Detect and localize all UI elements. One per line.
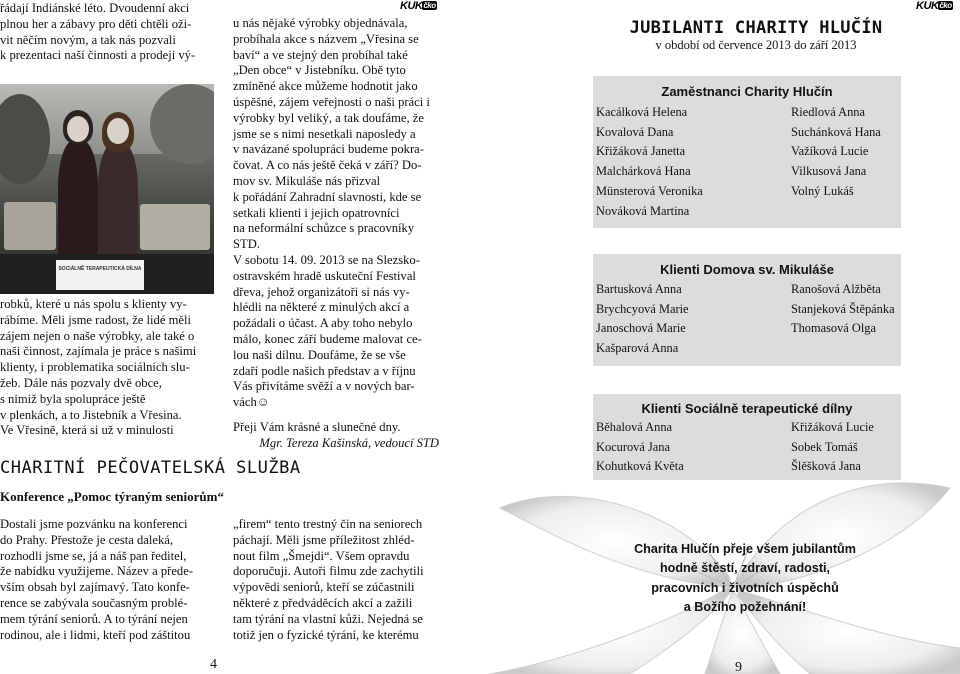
jubilant-name: Běhalová Anna — [596, 420, 673, 434]
jubilant-name: Kohutková Květa — [596, 459, 684, 474]
closing-line: a Božího požehnání! — [683, 600, 807, 615]
jubilant-name: Křižáková Janetta — [596, 144, 686, 159]
text-line: řádají Indiánské léto. Dvoudenní akci — [0, 1, 190, 15]
photo-head — [67, 116, 89, 142]
text-line: probíhala akce s názvem „Vřesina se — [233, 31, 419, 46]
text-line: robků, které u nás spolu s klienty vy- — [0, 297, 187, 311]
text-line: totiž jen o fyzické týrání, ke kterému — [233, 627, 419, 642]
text-line: lou naši dílnu. Doufáme, že se vše — [233, 347, 406, 362]
name-grid — [593, 280, 901, 359]
jubilant-name: Volný Lukáš — [791, 183, 854, 198]
text-line: Přeji Vám krásné a slunečné dny. — [233, 419, 401, 434]
text-line: klienty, i problematika sociálních slu- — [0, 360, 190, 375]
text-line: úspěšné, zájem veřejnosti o naši práci i — [233, 94, 430, 109]
text-line: požádali o účast. A aby toho nebylo — [233, 316, 413, 331]
kukacko-logo: KUKčko — [400, 0, 436, 12]
kukacko-logo: KUKčko — [916, 0, 952, 12]
text-line: setkali klienti i jejich opatrovníci — [233, 205, 400, 220]
group-employees — [593, 76, 901, 228]
text-line: k prezentaci naší činnosti a prodeji vý- — [0, 48, 196, 63]
group-heading: Klienti Domova sv. Mikuláše — [660, 262, 834, 277]
text-line: nout film „Šmejdi“. Všem opravdu — [233, 548, 410, 563]
text-line: s nimiž byla spolupráce ještě — [0, 391, 146, 406]
photo-person — [58, 140, 98, 258]
jubilant-name: Janoschová Marie — [596, 321, 686, 336]
author-signature: Mgr. Tereza Kašinská, vedoucí STD — [259, 435, 439, 450]
page-subtitle: v období od července 2013 do září 2013 — [655, 38, 857, 52]
text-line: jsme se s nimi nesetkali naposledy a — [233, 126, 416, 141]
text-line: naši činnost, zajímala je práce s našimi — [0, 344, 197, 359]
text-line: STD. — [233, 237, 260, 252]
photo-person — [98, 142, 138, 258]
conference-column-2 — [233, 517, 439, 643]
jubilant-name: Važíková Lucie — [791, 144, 869, 159]
group-heading: Klienti Sociálně terapeutické dílny — [641, 401, 853, 416]
text-line: mov sv. Mikuláše nás přizval — [233, 173, 381, 188]
event-photo — [0, 84, 214, 294]
jubilant-name — [791, 202, 904, 222]
jubilant-name: Riedlová Anna — [791, 105, 865, 119]
text-line: „firem“ tento trestný čin na seniorech — [233, 517, 423, 531]
text-line: doporučuji. Autoři filmu zde zachytili — [233, 564, 424, 579]
jubilant-name: Kocurová Jana — [596, 439, 670, 454]
text-line: rozhodli jsme se, já a náš pan ředitel, — [0, 548, 187, 563]
jubilant-name: Suchánková Hana — [791, 124, 881, 139]
spacer — [233, 411, 439, 420]
jubilant-name: Křižáková Lucie — [791, 420, 874, 434]
text-line: ostravském hradě uskuteční Festival — [233, 268, 416, 283]
article-column-1-top — [0, 1, 214, 64]
text-line: páchají. Měli jsme příležitost zhléd- — [233, 532, 415, 547]
conference-heading: Konference „Pomoc týraným seniorům“ — [0, 489, 224, 504]
text-line: že nabídku využijeme. Název a přede- — [0, 564, 194, 579]
text-line: žeb. Dále nás pozvaly dvě obce, — [0, 375, 162, 390]
photo-goods — [140, 204, 210, 250]
text-line: mem týrání seniorů. A to týrání nejen — [0, 611, 188, 626]
text-line: v plenkách, a to Jistebník a Vřesina. — [0, 407, 182, 422]
group-domov-mikulase — [593, 254, 901, 366]
text-line: Vás přivítáme svěží a v nových bar- — [233, 379, 415, 394]
text-line: zmíněné akce můžeme hodnotit jako — [233, 79, 418, 94]
text-line: některé z předváděcích akcí a zažili — [233, 595, 413, 610]
jubilant-name — [791, 339, 904, 359]
jubilant-name: Sobek Tomáš — [791, 439, 858, 454]
closing-wishes — [614, 540, 876, 618]
text-line: V sobotu 14. 09. 2013 se na Slezsko- — [233, 252, 420, 267]
conference-column-1 — [0, 517, 206, 643]
name-grid — [593, 103, 901, 221]
text-line: zájem nejen o naše výrobky, ale také o — [0, 328, 195, 343]
closing-line: hodně štěstí, zdraví, radosti, — [659, 561, 831, 576]
closing-line: Charita Hlučín přeje všem jubilantům — [634, 542, 856, 556]
text-line: vším obsah byl zajímavý. Tato konfe- — [0, 580, 190, 595]
jubilant-name: Bartusková Anna — [596, 282, 682, 296]
text-line: hlédli na některé z minulých akcí a — [233, 300, 410, 315]
text-line: Ve Vřesině, která si už v minulosti — [0, 423, 174, 438]
text-line: výrobky byl veliký, a tak doufáme, že — [233, 110, 424, 125]
article-column-1-bottom — [0, 297, 214, 439]
text-line: vách☺ — [233, 395, 270, 410]
jubilant-name: Brychcyová Marie — [596, 301, 689, 316]
text-line: málo, konec září budeme malovat ce- — [233, 331, 422, 346]
jubilant-name: Malchárková Hana — [596, 164, 691, 179]
text-line: do Prahy. Přestože je cesta daleká, — [0, 532, 173, 547]
jubilant-name: Münsterová Veronika — [596, 183, 703, 198]
text-line: Dostali jsme pozvánku na konferenci — [0, 517, 188, 531]
jubilant-name: Nováková Martina — [596, 203, 690, 218]
jubilant-name: Kašparová Anna — [596, 341, 679, 356]
text-line: výpovědi seniorů, kteří se zúčastnili — [233, 580, 415, 595]
text-line: rence se zabývala současným problé- — [0, 595, 188, 610]
jubilant-name: Kovalová Dana — [596, 124, 674, 139]
text-line: baví“ a ve stejný den probíhal také — [233, 47, 408, 62]
text-line: vit něčím novým, a tak nás pozvali — [0, 32, 176, 47]
text-line: plnou her a zábavy pro děti chtěli oži- — [0, 16, 192, 31]
jubilant-name: Stanjeková Štěpánka — [791, 301, 895, 316]
photo-head — [107, 118, 129, 144]
text-line: dřeva, jehož organizátoři si nás vy- — [233, 284, 410, 299]
text-line: u nás nějaké výrobky objednávala, — [233, 16, 408, 30]
group-heading: Zaměstnanci Charity Hlučín — [661, 84, 833, 99]
jubilant-name: Kacálková Helena — [596, 105, 688, 119]
jubilant-name: Vilkusová Jana — [791, 164, 867, 179]
section-heading: CHARITNÍ PEČOVATELSKÁ SLUŽBA — [0, 458, 301, 478]
text-line: v navázané spolupráci budeme pokra- — [233, 142, 424, 157]
jubilant-name: Šlěšková Jana — [791, 459, 861, 474]
text-line: na neformální schůzce s pracovníky — [233, 221, 415, 236]
article-column-2 — [233, 16, 439, 452]
page-number: 4 — [210, 657, 217, 672]
text-line: čovat. A co nás ještě čeká v září? Do- — [233, 158, 422, 173]
text-line: zdaří podle našich představ a v říjnu — [233, 363, 416, 378]
jubilant-name: Thomasová Olga — [791, 321, 876, 336]
photo-sign: SOCIÁLNĚ TERAPEUTICKÁ DÍLNA — [56, 260, 144, 290]
text-line: rábíme. Měli jsme radost, že lidé měli — [0, 312, 191, 327]
closing-line: pracovních i životních úspěchů — [651, 580, 839, 595]
text-line: k pořádání Zahradní slavnosti, kde se — [233, 189, 422, 204]
page-right — [480, 0, 960, 674]
jubilant-name: Ranošová Alžběta — [791, 282, 881, 296]
text-line: tam týrání na vlastní kůži. Nejedná se — [233, 611, 423, 626]
text-line: „Den obce“ v Jistebníku. Obě tyto — [233, 63, 406, 78]
page-number: 9 — [735, 660, 742, 674]
photo-goods — [4, 202, 56, 250]
text-line: rodinou, ale i lidmi, kteří pod záštitou — [0, 627, 191, 642]
page-title: JUBILANTI CHARITY HLUČÍN — [629, 18, 883, 38]
